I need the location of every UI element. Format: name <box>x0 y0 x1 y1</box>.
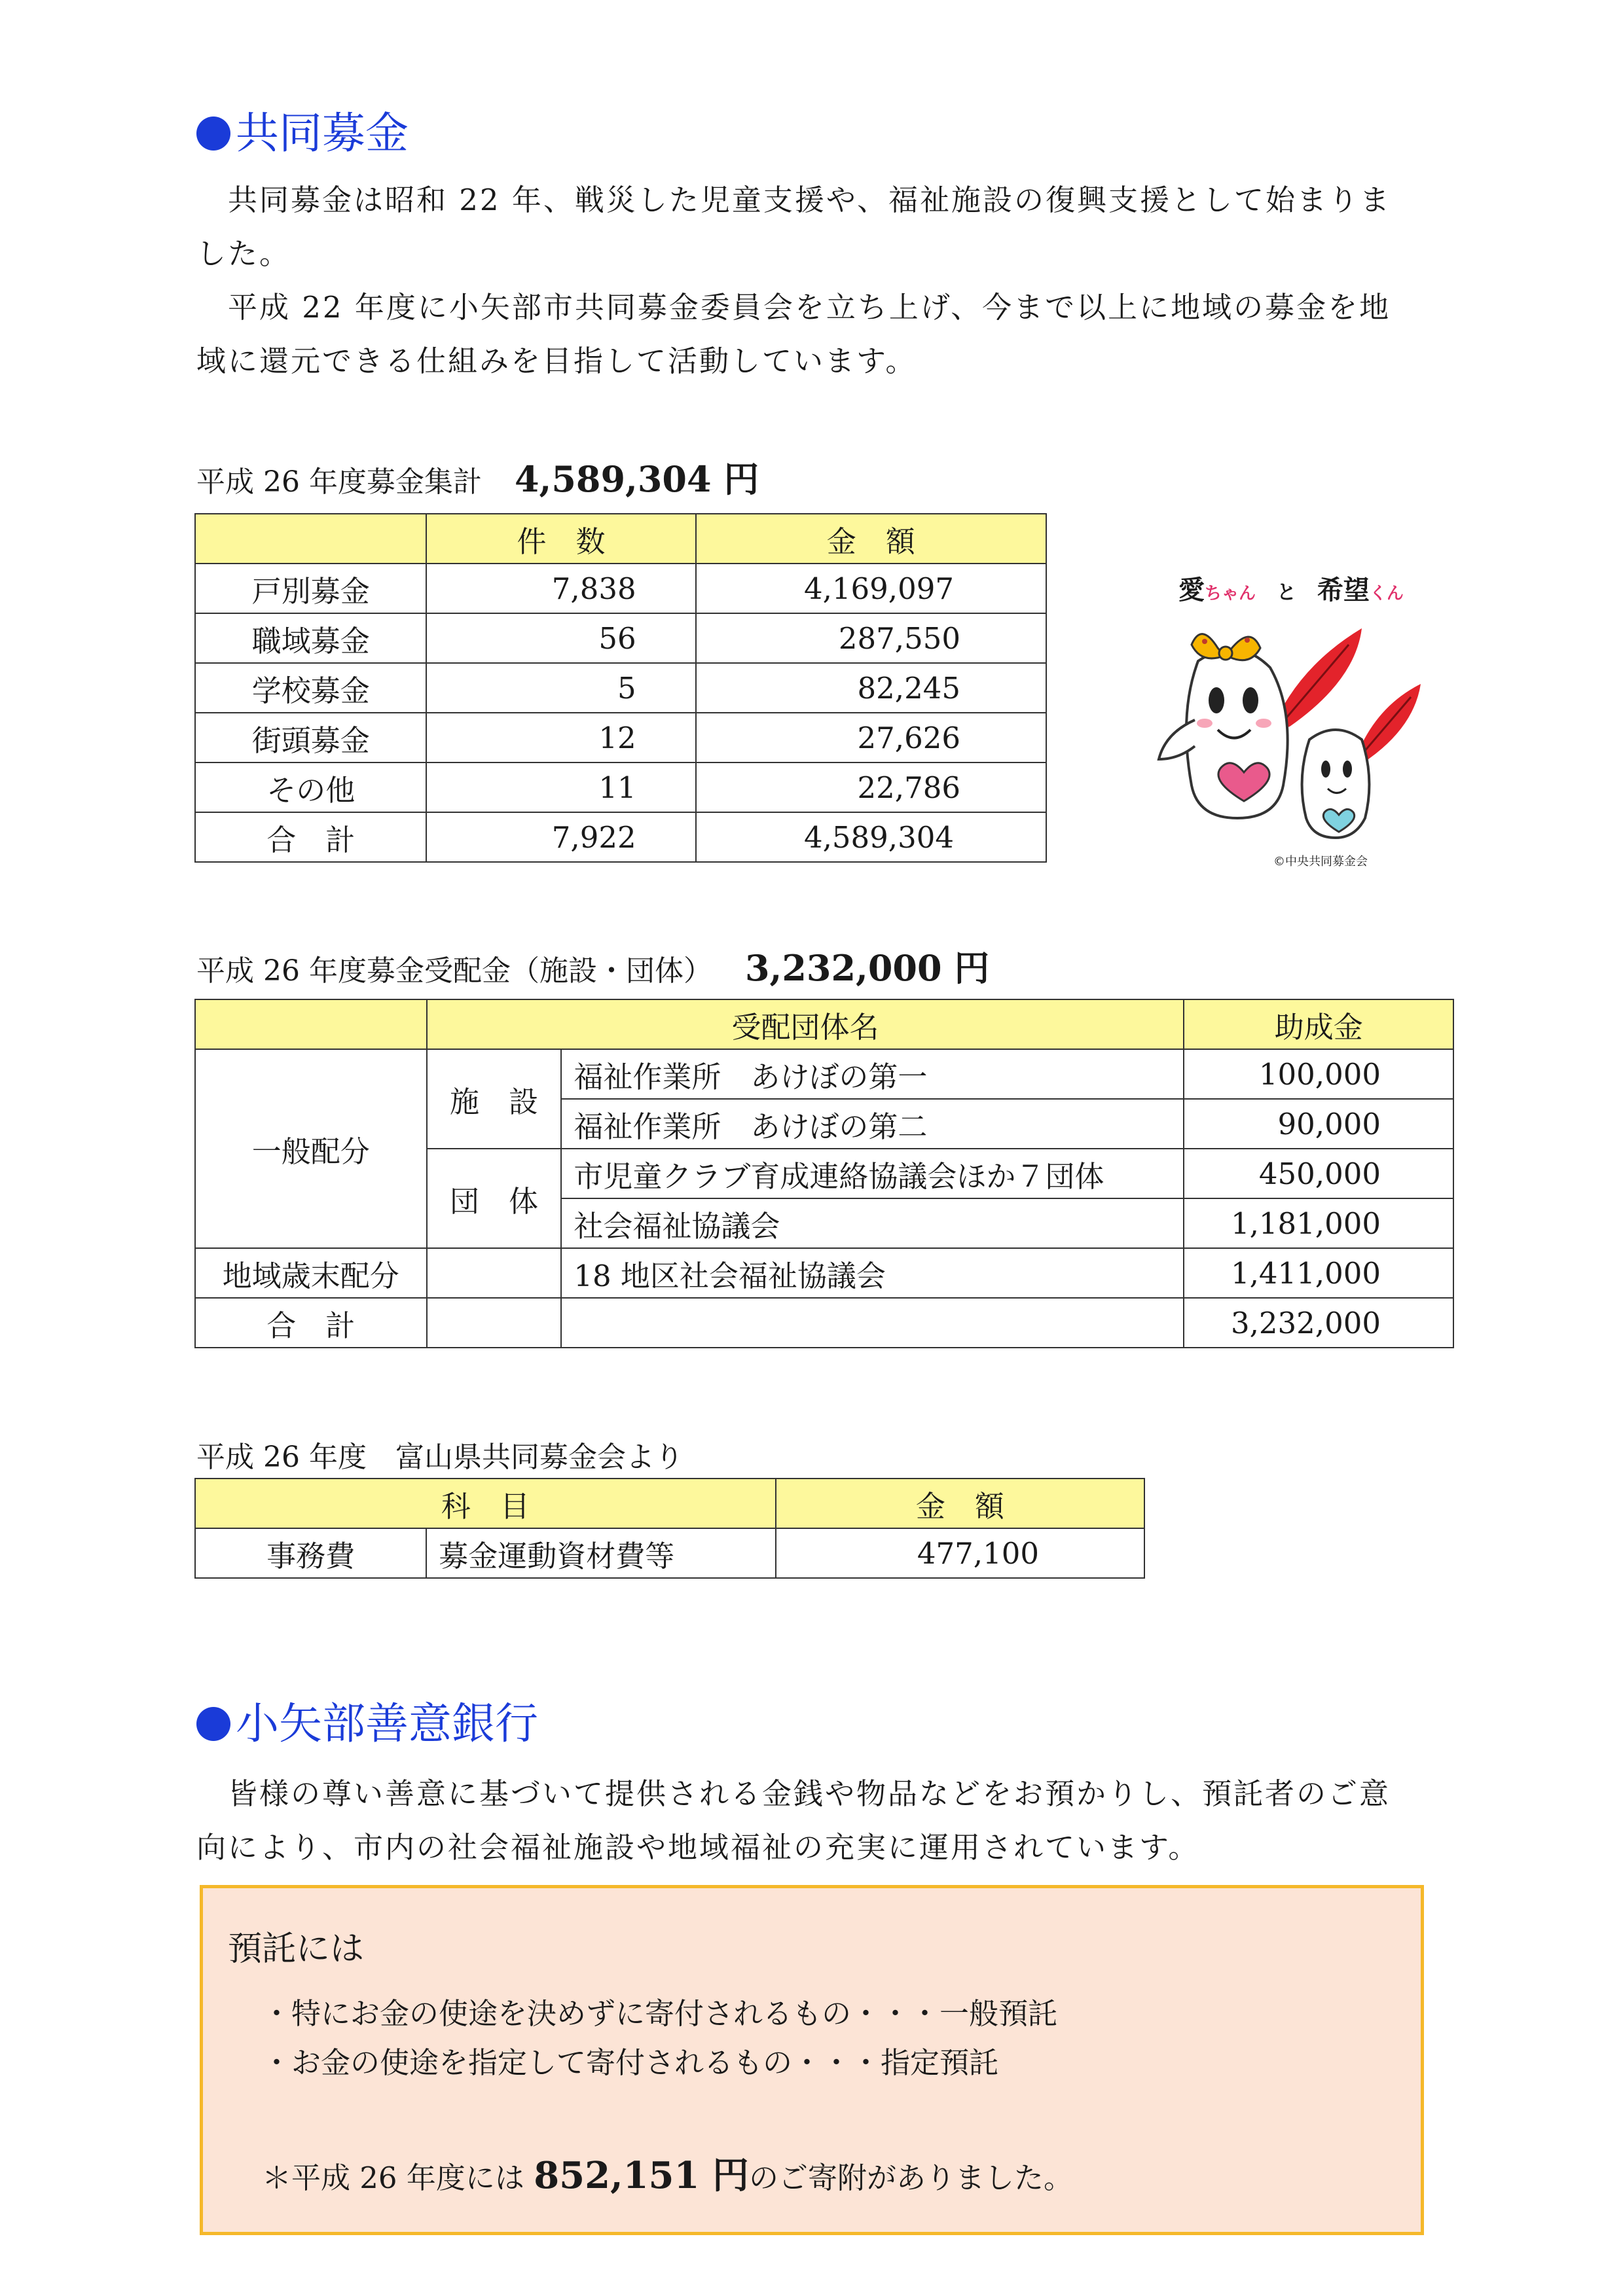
table-header-cell: 受配団体名 <box>427 999 1184 1049</box>
empty-cell <box>427 1248 562 1298</box>
deposit-info-box <box>200 1885 1424 2235</box>
section-heading-zeni-bank <box>196 1689 538 1751</box>
row-amount: 22,786 <box>696 762 1046 812</box>
section1-paragraph <box>196 173 1440 388</box>
recipient-name: 福祉作業所 あけぼの第二 <box>561 1099 1184 1149</box>
donation-summary-table <box>194 513 1047 863</box>
mascot-characters-icon <box>1139 609 1427 851</box>
recipient-amount: 1,411,000 <box>1184 1248 1453 1298</box>
table-total-row <box>195 1298 1453 1348</box>
box-item-designated: ・お金の使途を指定して寄付されるもの・・・指定預託 <box>262 2045 999 2080</box>
table-header-cell <box>195 999 427 1049</box>
section-heading-text: 共同募金 <box>236 108 409 158</box>
table2-caption-text: 平成 26 年度募金受配金（施設・団体） <box>196 954 712 988</box>
table-row <box>195 762 1046 812</box>
recipient-name: 社会福祉協議会 <box>561 1198 1184 1248</box>
recipient-amount: 90,000 <box>1184 1099 1453 1149</box>
row-label: その他 <box>195 762 426 812</box>
row-label: 街頭募金 <box>195 713 426 762</box>
table-header-cell: 科 目 <box>195 1479 776 1528</box>
table-header-cell <box>195 514 426 564</box>
row-label: 事務費 <box>195 1528 426 1578</box>
recipient-amount: 1,181,000 <box>1184 1198 1453 1248</box>
box-item-general: ・特にお金の使途を決めずに寄付されるもの・・・一般預託 <box>262 1996 1058 2031</box>
box-note <box>262 2147 1073 2199</box>
row-count: 11 <box>426 762 695 812</box>
row-amount: 477,100 <box>776 1528 1144 1578</box>
table-header-row <box>195 514 1046 564</box>
bullet-dot-icon <box>196 1707 230 1741</box>
recipient-name: 市児童クラブ育成連絡協議会ほか７団体 <box>561 1149 1184 1198</box>
recipient-name: 福祉作業所 あけぼの第一 <box>561 1049 1184 1099</box>
general-allocation-label: 一般配分 <box>195 1049 427 1248</box>
table-row <box>195 1528 1144 1578</box>
table-header-row <box>195 999 1453 1049</box>
row-count: 12 <box>426 713 695 762</box>
table1-caption-amount: 4,589,304 円 <box>514 458 759 500</box>
paragraph2-line1: 平成 22 年度に小矢部市共同募金委員会を立ち上げ、今まで以上に地域の募金を地 <box>228 290 1391 325</box>
empty-cell <box>561 1298 1184 1348</box>
box-note-prefix: ＊平成 26 年度には <box>262 2161 534 2195</box>
table1-caption-text: 平成 26 年度募金集計 <box>196 465 482 499</box>
recipient-name: 18 地区社会福祉協議会 <box>561 1248 1184 1298</box>
mascot-copyright: ©中央共同募金会 <box>1273 855 1368 869</box>
row-count: 56 <box>426 613 695 663</box>
table-header-cell: 金 額 <box>696 514 1046 564</box>
bullet-dot-icon <box>196 117 230 151</box>
row-count: 7,922 <box>426 812 695 862</box>
section-heading-kyodo-bokin <box>196 98 409 160</box>
mascot-name-a-suffix: ちゃん <box>1205 584 1256 603</box>
paragraph1-line2: した。 <box>196 236 291 271</box>
table-header-cell: 件 数 <box>426 514 695 564</box>
paragraph2-line2: 域に還元できる仕組みを目指して活動しています。 <box>196 344 917 378</box>
table-row <box>195 713 1046 762</box>
table-row <box>195 1049 1453 1099</box>
row-amount: 27,626 <box>696 713 1046 762</box>
row-count: 7,838 <box>426 564 695 613</box>
section2-paragraph <box>196 1767 1440 1874</box>
total-amount: 3,232,000 <box>1184 1298 1453 1348</box>
section-heading-text: 小矢部善意銀行 <box>236 1698 538 1749</box>
row-count: 5 <box>426 663 695 713</box>
table-row <box>195 564 1046 613</box>
box-note-amount: 852,151 円 <box>534 2154 749 2197</box>
table-row <box>195 613 1046 663</box>
box-title: 預託には <box>228 1929 365 1969</box>
row-amount: 4,589,304 <box>696 812 1046 862</box>
mascot-name-a: 愛 <box>1178 575 1205 605</box>
regional-allocation-label: 地域歳末配分 <box>195 1248 427 1298</box>
mascot-title <box>1178 569 1404 607</box>
table-header-cell: 金 額 <box>776 1479 1144 1528</box>
table3-caption: 平成 26 年度 富山県共同募金会より <box>196 1441 684 1474</box>
mascot-illustration <box>1139 563 1427 877</box>
distribution-table <box>194 999 1454 1348</box>
section2-line1: 皆様の尊い善意に基づいて提供される金銭や物品などをお預かりし、預託者のご意 <box>228 1776 1391 1811</box>
box-note-suffix: のご寄附がありました。 <box>748 2161 1073 2195</box>
table-row <box>195 1248 1453 1298</box>
group-label: 団 体 <box>427 1149 562 1248</box>
table1-caption <box>196 452 759 502</box>
table-total-row <box>195 812 1046 862</box>
row-label: 学校募金 <box>195 663 426 713</box>
paragraph1-line1: 共同募金は昭和 22 年、戦災した児童支援や、福祉施設の復興支援として始まりま <box>228 183 1391 217</box>
table-row <box>195 663 1046 713</box>
row-amount: 4,169,097 <box>696 564 1046 613</box>
table2-caption-amount: 3,232,000 円 <box>744 947 990 989</box>
recipient-amount: 100,000 <box>1184 1049 1453 1099</box>
row-label: 戸別募金 <box>195 564 426 613</box>
row-item: 募金運動資材費等 <box>426 1528 775 1578</box>
facility-label: 施 設 <box>427 1049 562 1149</box>
total-label: 合 計 <box>195 1298 427 1348</box>
row-label: 職域募金 <box>195 613 426 663</box>
recipient-amount: 450,000 <box>1184 1149 1453 1198</box>
section2-line2: 向により、市内の社会福祉施設や地域福祉の充実に運用されています。 <box>196 1830 1200 1865</box>
table2-caption <box>196 941 989 991</box>
row-label: 合 計 <box>195 812 426 862</box>
empty-cell <box>427 1298 562 1348</box>
mascot-title-and: と <box>1276 581 1296 604</box>
row-amount: 287,550 <box>696 613 1046 663</box>
mascot-name-b-suffix: くん <box>1369 584 1404 603</box>
table-header-row <box>195 1479 1144 1528</box>
row-amount: 82,245 <box>696 663 1046 713</box>
prefecture-grant-table <box>194 1478 1145 1579</box>
mascot-name-b: 希望 <box>1317 575 1370 605</box>
table-header-cell: 助成金 <box>1184 999 1453 1049</box>
